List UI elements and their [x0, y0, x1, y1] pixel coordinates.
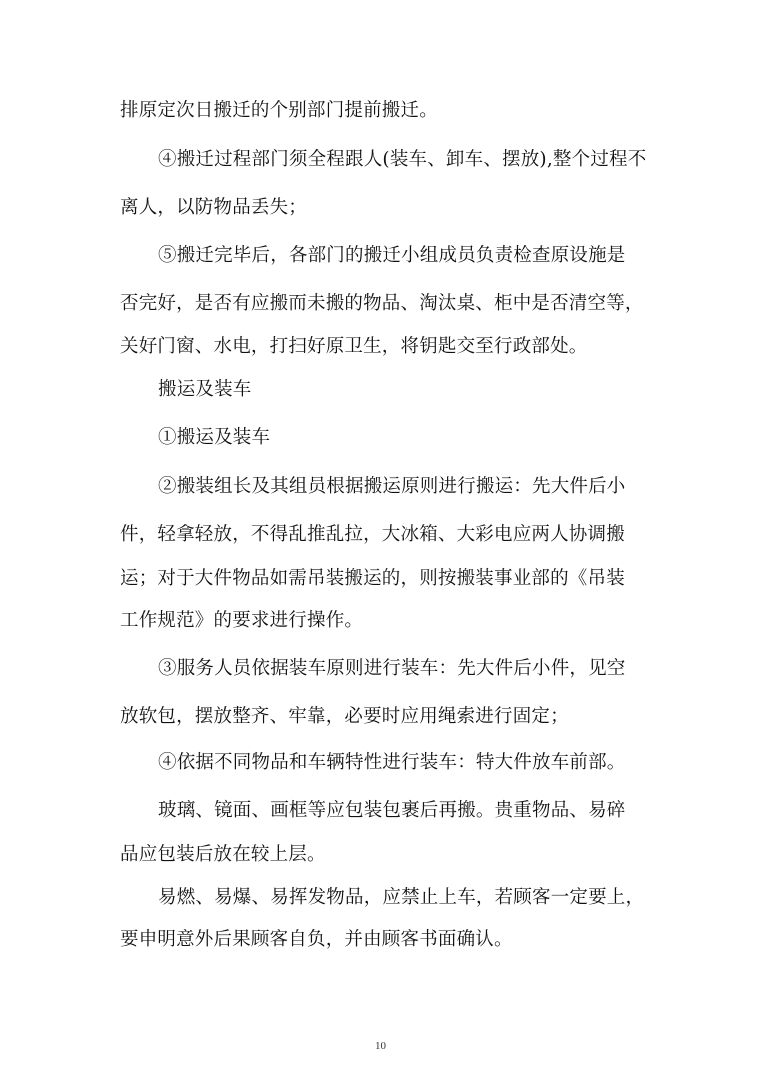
text-line: ④依据不同物品和车辆特性进行装车：特大件放车前部。: [158, 752, 626, 773]
text-line: ④搬迁过程部门须全程跟人(装车、卸车、摆放),整个过程不: [158, 149, 647, 170]
text-line: 离人，以防物品丢失；: [120, 197, 308, 218]
text-line: 品应包装后放在较上层。: [120, 844, 326, 865]
text-line: 易燃、易爆、易挥发物品，应禁止上车，若顾客一定要上，: [158, 887, 645, 908]
text-line: ②搬装组长及其组员根据搬运原则进行搬运：先大件后小: [158, 476, 626, 497]
section-heading: 搬运及装车: [158, 379, 252, 400]
text-line: 件，轻拿轻放，不得乱推乱拉，大冰箱、大彩电应两人协调搬: [120, 524, 625, 545]
text-line: 排原定次日搬迁的个别部门提前搬迁。: [120, 100, 438, 121]
text-line: 要申明意外后果顾客自负，并由顾客书面确认。: [120, 929, 513, 950]
page-number: 10: [375, 1040, 386, 1052]
text-line: 放软包，摆放整齐、牢靠，必要时应用绳索进行固定；: [120, 706, 569, 727]
text-line: 运；对于大件物品如需吊装搬运的，则按搬装事业部的《吊装: [120, 568, 625, 589]
text-line: ⑤搬迁完毕后，各部门的搬迁小组成员负责检查原设施是: [158, 245, 626, 266]
text-line: ③服务人员依据装车原则进行装车：先大件后小件，见空: [158, 658, 626, 679]
text-line: 玻璃、镜面、画框等应包装包裹后再搬。贵重物品、易碎: [158, 800, 626, 821]
text-line: 关好门窗、水电，打扫好原卫生，将钥匙交至行政部处。: [120, 336, 588, 357]
text-line: ①搬运及装车: [158, 427, 271, 448]
text-line: 工作规范》的要求进行操作。: [120, 610, 364, 631]
text-line: 否完好，是否有应搬而未搬的物品、淘汰桌、柜中是否清空等，: [120, 293, 644, 314]
